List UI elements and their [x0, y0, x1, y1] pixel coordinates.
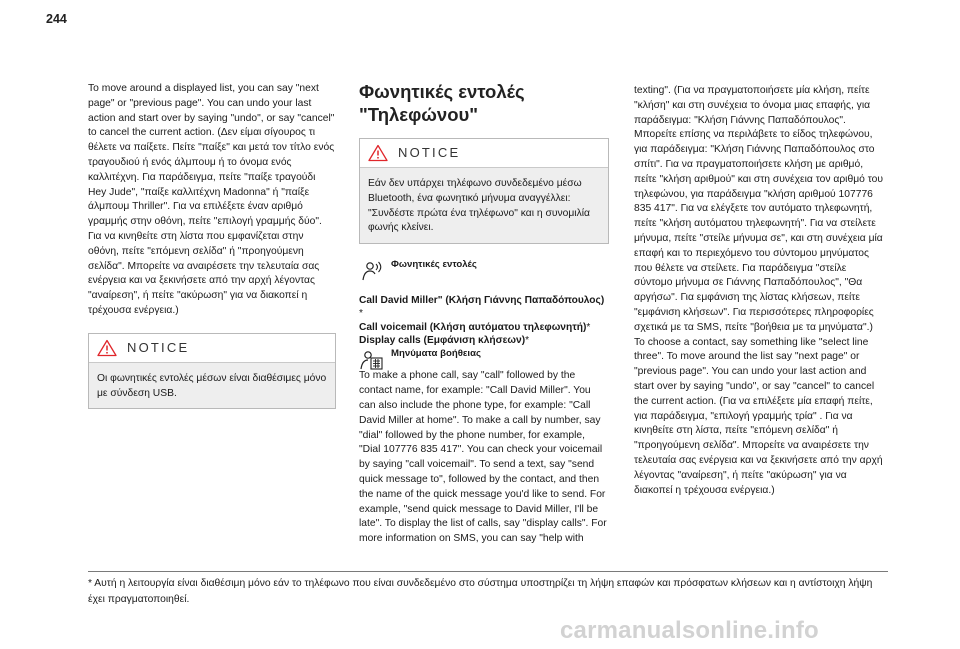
notice-title: NOTICE — [127, 339, 190, 355]
voice-command-icon — [359, 260, 383, 282]
warning-triangle-icon — [368, 144, 388, 162]
right-column — [634, 84, 886, 498]
middle-column — [359, 80, 609, 547]
command-item — [359, 334, 609, 347]
notice-box-media — [88, 333, 336, 410]
watermark: carmanualsonline.info — [560, 617, 819, 644]
command-item — [359, 321, 609, 334]
voice-commands-heading — [359, 258, 609, 284]
right-paragraph: texting". (Για να πραγματοποιήσετε μία κλήση, πείτε "κλήση" και στη συνέχεια το όνομα μιας επαφής, για παράδειγμα: "Κλήση Γιάννης Παπαδόπουλος". Μπορείτε επίσης να περιλάβετε το είδος τηλεφώνου, για παράδειγμα: "Κλήση Γιάννης Παπαδόπουλος στο σπίτι". Για να πραγματοποιήσετε κλήση με αριθμό, πείτε "κλήση αριθμού" και στη συνέχεια τον αριθμό του τηλεφώνου, για παράδειγμα "κλήση αριθμού 107776 835 417". Για να ελέγξετε τον αυτόματο τηλεφωνητή, πείτε "κλήση αυτόματου τηλεφωνητή". Για να στείλετε μήνυμα, πείτε "στείλε μήνυμα σε", και στη συνέχεια μία επαφή και το περιεχόμενο του σύντομου μηνύματος που θέλετε να στείλετε. Για παράδειγμα "στείλε σύντομο μήνυμα σε Γιάννης Παπαδόπουλος", "Θα αργήσω". Για εμφάνιση της λίστας κλήσεων, πείτε "εμφάνιση κλήσεων". Για περισσότερες πληροφορίες σχετικά με τα SMS, πείτε "βοήθεια με τα μηνύματα".) To choose a contact, say something like "select line three". To move around the list say "next page" or "previous page". You can undo your last action and start over by saying "undo", or say "cancel" to cancel the current action. (Για να επιλέξετε μία επαφή πείτε, για παράδειγμα, "επιλογή γραμμής τρία" . Για να κινηθείτε στη λίστα, πείτε "επόμενη σελίδα" ή "προηγούμενη σελίδα". Μπορείτε να αναιρέσετε την τελευταία σας ενέργεια και να ξεκινήσετε από την αρχή λέγοντας "αναίρεση", ή πείτε "ακύρωση" για να διακοπεί η τρέχουσα ενέργεια.) — [634, 85, 883, 496]
notice-header — [89, 334, 335, 363]
notice-text: Εάν δεν υπάρχει τηλέφωνο συνδεδεμένο μέσω Bluetooth, ένα φωνητικό μήνυμα αναγγέλλει: "Συνδέστε πρώτα ένα τηλέφωνο" και η συνομιλία φωνής κλείνει. — [368, 178, 590, 234]
notice-header — [360, 139, 608, 168]
section-title: Φωνητικές εντολές "Τηλεφώνου" — [359, 81, 525, 125]
left-column — [88, 82, 336, 409]
voice-commands-label: Φωνητικές εντολές — [391, 259, 477, 271]
notice-box-phone — [359, 138, 609, 244]
command-text: Call voicemail (Κλήση αυτόματου τηλεφωνητή) — [359, 321, 587, 333]
help-messages-label: Μηνύματα βοήθειας — [391, 348, 481, 360]
asterisk: * — [525, 335, 530, 347]
command-item: Call David Miller" (Κλήση Γιάννης Παπαδόπουλος) — [359, 295, 605, 307]
notice-text: Οι φωνητικές εντολές μέσων είναι διαθέσιμες μόνο με σύνδεση USB. — [97, 372, 327, 399]
command-text: Display calls (Εμφάνιση κλήσεων) — [359, 335, 526, 347]
help-message-icon — [359, 349, 383, 371]
asterisk: * — [586, 321, 591, 333]
help-text: To make a phone call, say "call" followed by the contact name, for example: "Call David Miller". You can also include the phone type, for example: "Call David Miller at home". To make a call by number, say "dial" followed by the phone number, for example, "Dial 107776 835 417". You can check your voicemail by saying "call voicemail". To send a text, say "send quick message to", followed by the contact, and then the name of the quick message you'd like to send. For example, "send quick message to David Miller, I'll be late". To display the list of calls, say "display calls". For more information on SMS, you can say "help with — [359, 370, 607, 545]
page-number: 244 — [46, 12, 67, 26]
warning-triangle-icon — [97, 339, 117, 357]
footnote: * Αυτή η λειτουργία είναι διαθέσιμη μόνο εάν το τηλέφωνο που είναι συνδεδεμένο στο σύστημα υποστηρίζει τη λήψη επαφών και πρόσφατων κλήσεων και η αντίστοιχη λήψη έχει πραγματοποιηθεί. — [88, 571, 888, 607]
help-messages-heading — [359, 347, 609, 369]
command-list — [359, 294, 609, 347]
notice-title: NOTICE — [398, 145, 461, 160]
command-item: * — [359, 308, 363, 320]
left-paragraph: To move around a displayed list, you can say "next page" or "previous page". You can undo your last action and start over by saying "undo", or say "cancel" to cancel the current action. (Δεν είμαι σίγουρος τι θέλετε να παίξετε. Πείτε "παίξε" και μετά τον τίτλο ενός τραγουδιού ή ενός άλμπουμ ή το όνομα ενός καλλιτέχνη. Για παράδειγμα, πείτε "παίξε τραγούδι Hey Jude", "παίξε καλλιτέχνη Madonna" ή "παίξε άλμπουμ Thriller". Για να επιλέξετε έναν αριθμό γραμμής στην οθόνη, πείτε "επιλογή γραμμής δύο". Για να κινηθείτε στη λίστα που εμφανίζεται στην οθόνη, πείτε "επόμενη σελίδα" ή "προηγούμενη σελίδα". Μπορείτε να αναιρέσετε την τελευταία σας ενέργεια και να ξεκινήσετε από την αρχή λέγοντας "αναίρεση", ή πείτε "ακύρωση" για να διακοπεί η τρέχουσα ενέργεια.) — [88, 83, 335, 316]
